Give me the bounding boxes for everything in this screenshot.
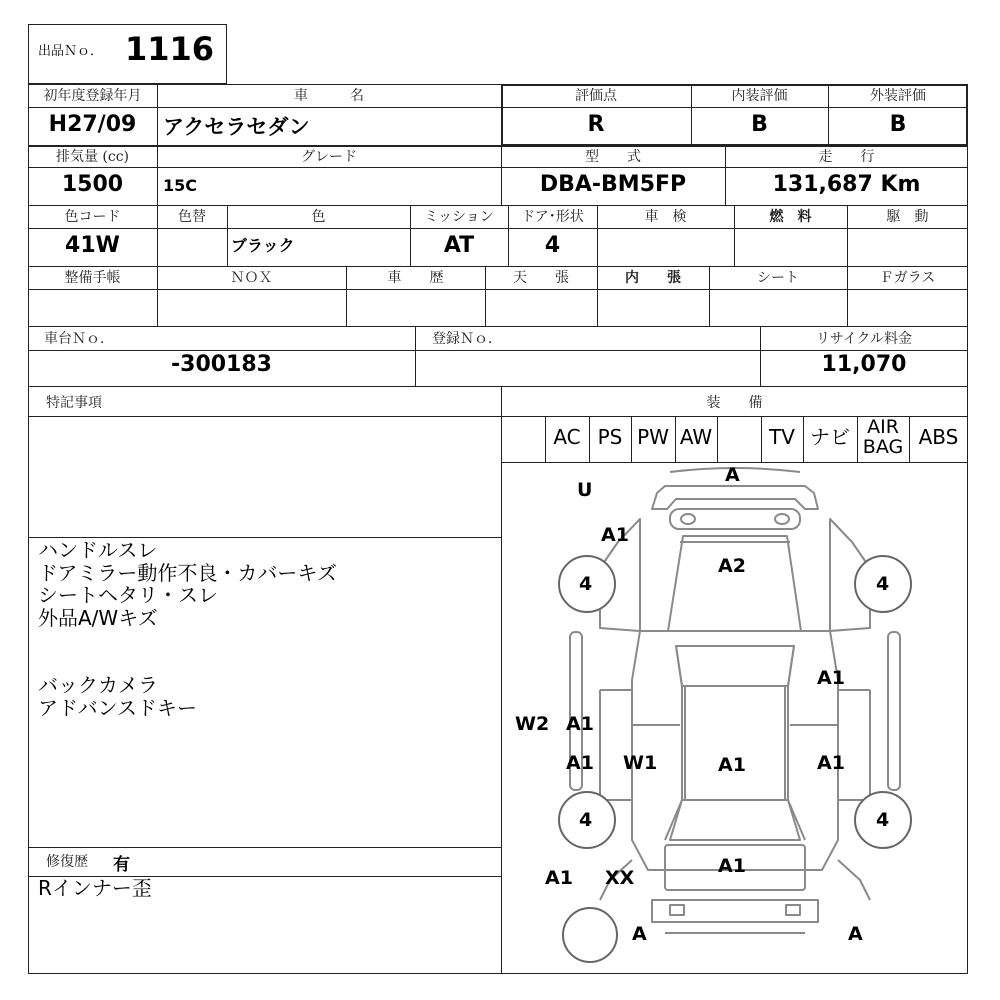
mark-a-bottom-right: A	[848, 923, 863, 945]
roof-label: 天 張	[513, 270, 569, 286]
equip-aw: AW	[679, 425, 713, 449]
maintenance-label: 整備手帳	[64, 270, 121, 286]
equip-ps: PS	[597, 425, 623, 449]
mileage-label: 走 行	[818, 149, 875, 165]
special-label: 特記事項	[46, 395, 102, 411]
mark-u: U	[577, 479, 593, 501]
door-label: ドア･形状	[521, 209, 584, 225]
nox-label: ＮＯＸ	[230, 270, 273, 286]
equipment-label: 装 備	[706, 395, 763, 411]
equip-tv: TV	[769, 425, 795, 449]
note-line: ドアミラー動作不良・カバーキズ	[38, 560, 337, 585]
reg-date-value: H27/09	[48, 112, 137, 137]
exterior-value: B	[889, 112, 907, 137]
score-value: R	[587, 112, 605, 137]
mark-a1-rear-left: A1	[545, 867, 573, 889]
mark-a1-trunk: A1	[718, 855, 746, 877]
cc-label: 排気量 (cc)	[55, 149, 130, 165]
mark-a1-roof: A1	[718, 754, 746, 776]
tire-rear-left: 4	[579, 809, 593, 831]
car-name-label: 車 名	[294, 88, 364, 104]
equip-abs: ABS	[918, 425, 959, 449]
score-label: 評価点	[575, 88, 617, 104]
history-label: 車 歴	[387, 270, 444, 286]
mark-w2: W2	[515, 713, 550, 735]
repair-label: 修復歴	[46, 854, 88, 870]
fuel-label: 燃 料	[769, 209, 812, 225]
lot-number: 1116	[125, 30, 215, 68]
mileage-value: 131,687 Km	[772, 172, 921, 197]
mark-w1: W1	[623, 752, 658, 774]
door-value: 4	[544, 233, 561, 258]
mark-a1-windshield: A1	[601, 524, 629, 546]
color-label: 色	[311, 209, 326, 225]
mark-a1-left-1: A1	[566, 713, 594, 735]
repair-note: Rインナー歪	[38, 876, 152, 900]
mark-a1-right-rear: A1	[817, 752, 845, 774]
interior-lining-label: 内 張	[625, 270, 681, 286]
recycle-value: 11,070	[821, 352, 907, 377]
drive-label: 駆 動	[886, 209, 929, 225]
fglass-label: Ｆガラス	[879, 270, 936, 286]
repaint-label: 色替	[178, 209, 206, 225]
mark-a1-left-2: A1	[566, 752, 594, 774]
registration-label: 登録Ｎｏ．	[432, 331, 502, 347]
mark-a2-hood: A2	[718, 555, 746, 577]
equip-navi: ナビ	[810, 425, 850, 449]
chassis-label: 車台Ｎｏ．	[44, 331, 114, 347]
tire-front-left: 4	[579, 573, 593, 595]
seat-label: シート	[757, 270, 799, 286]
repair-value: 有	[113, 855, 130, 875]
lot-label: 出品Ｎｏ．	[38, 44, 104, 59]
exterior-label: 外装評価	[870, 88, 926, 104]
color-code-value: 41W	[65, 233, 120, 258]
note-line: 外品A/Wキズ	[38, 605, 158, 630]
note-line: ハンドルスレ	[38, 538, 158, 562]
mission-value: AT	[443, 233, 475, 258]
chassis-value: -300183	[171, 352, 272, 377]
mark-xx: XX	[605, 867, 635, 889]
grade-value: 15C	[163, 176, 198, 195]
note-line: アドバンスドキー	[38, 695, 197, 720]
mark-a1-right-front: A1	[817, 667, 845, 689]
equip-ac: AC	[553, 425, 581, 449]
color-value: ブラック	[231, 236, 295, 255]
color-code-label: 色コード	[64, 209, 121, 225]
inspection-label: 車 検	[644, 209, 687, 225]
interior-label: 内装評価	[731, 88, 788, 104]
equip-pw: PW	[637, 425, 669, 449]
reg-date-label: 初年度登録年月	[43, 88, 142, 104]
note-line: シートヘタリ・スレ	[38, 583, 218, 607]
model-label: 型 式	[585, 149, 641, 165]
equip-airbag: AIR BAG	[862, 416, 904, 458]
recycle-label: リサイクル料金	[815, 331, 913, 347]
cc-value: 1500	[61, 172, 124, 197]
tire-rear-right: 4	[876, 809, 890, 831]
mark-a-top: A	[725, 464, 740, 486]
mission-label: ミッション	[424, 209, 494, 225]
model-value: DBA-BM5FP	[539, 172, 687, 197]
grade-label: グレード	[301, 149, 357, 165]
mark-a-bottom-left: A	[632, 923, 647, 945]
interior-value: B	[751, 112, 768, 137]
car-name-value: アクセラセダン	[163, 115, 310, 139]
tire-front-right: 4	[876, 573, 890, 595]
note-line: バックカメラ	[38, 673, 158, 697]
